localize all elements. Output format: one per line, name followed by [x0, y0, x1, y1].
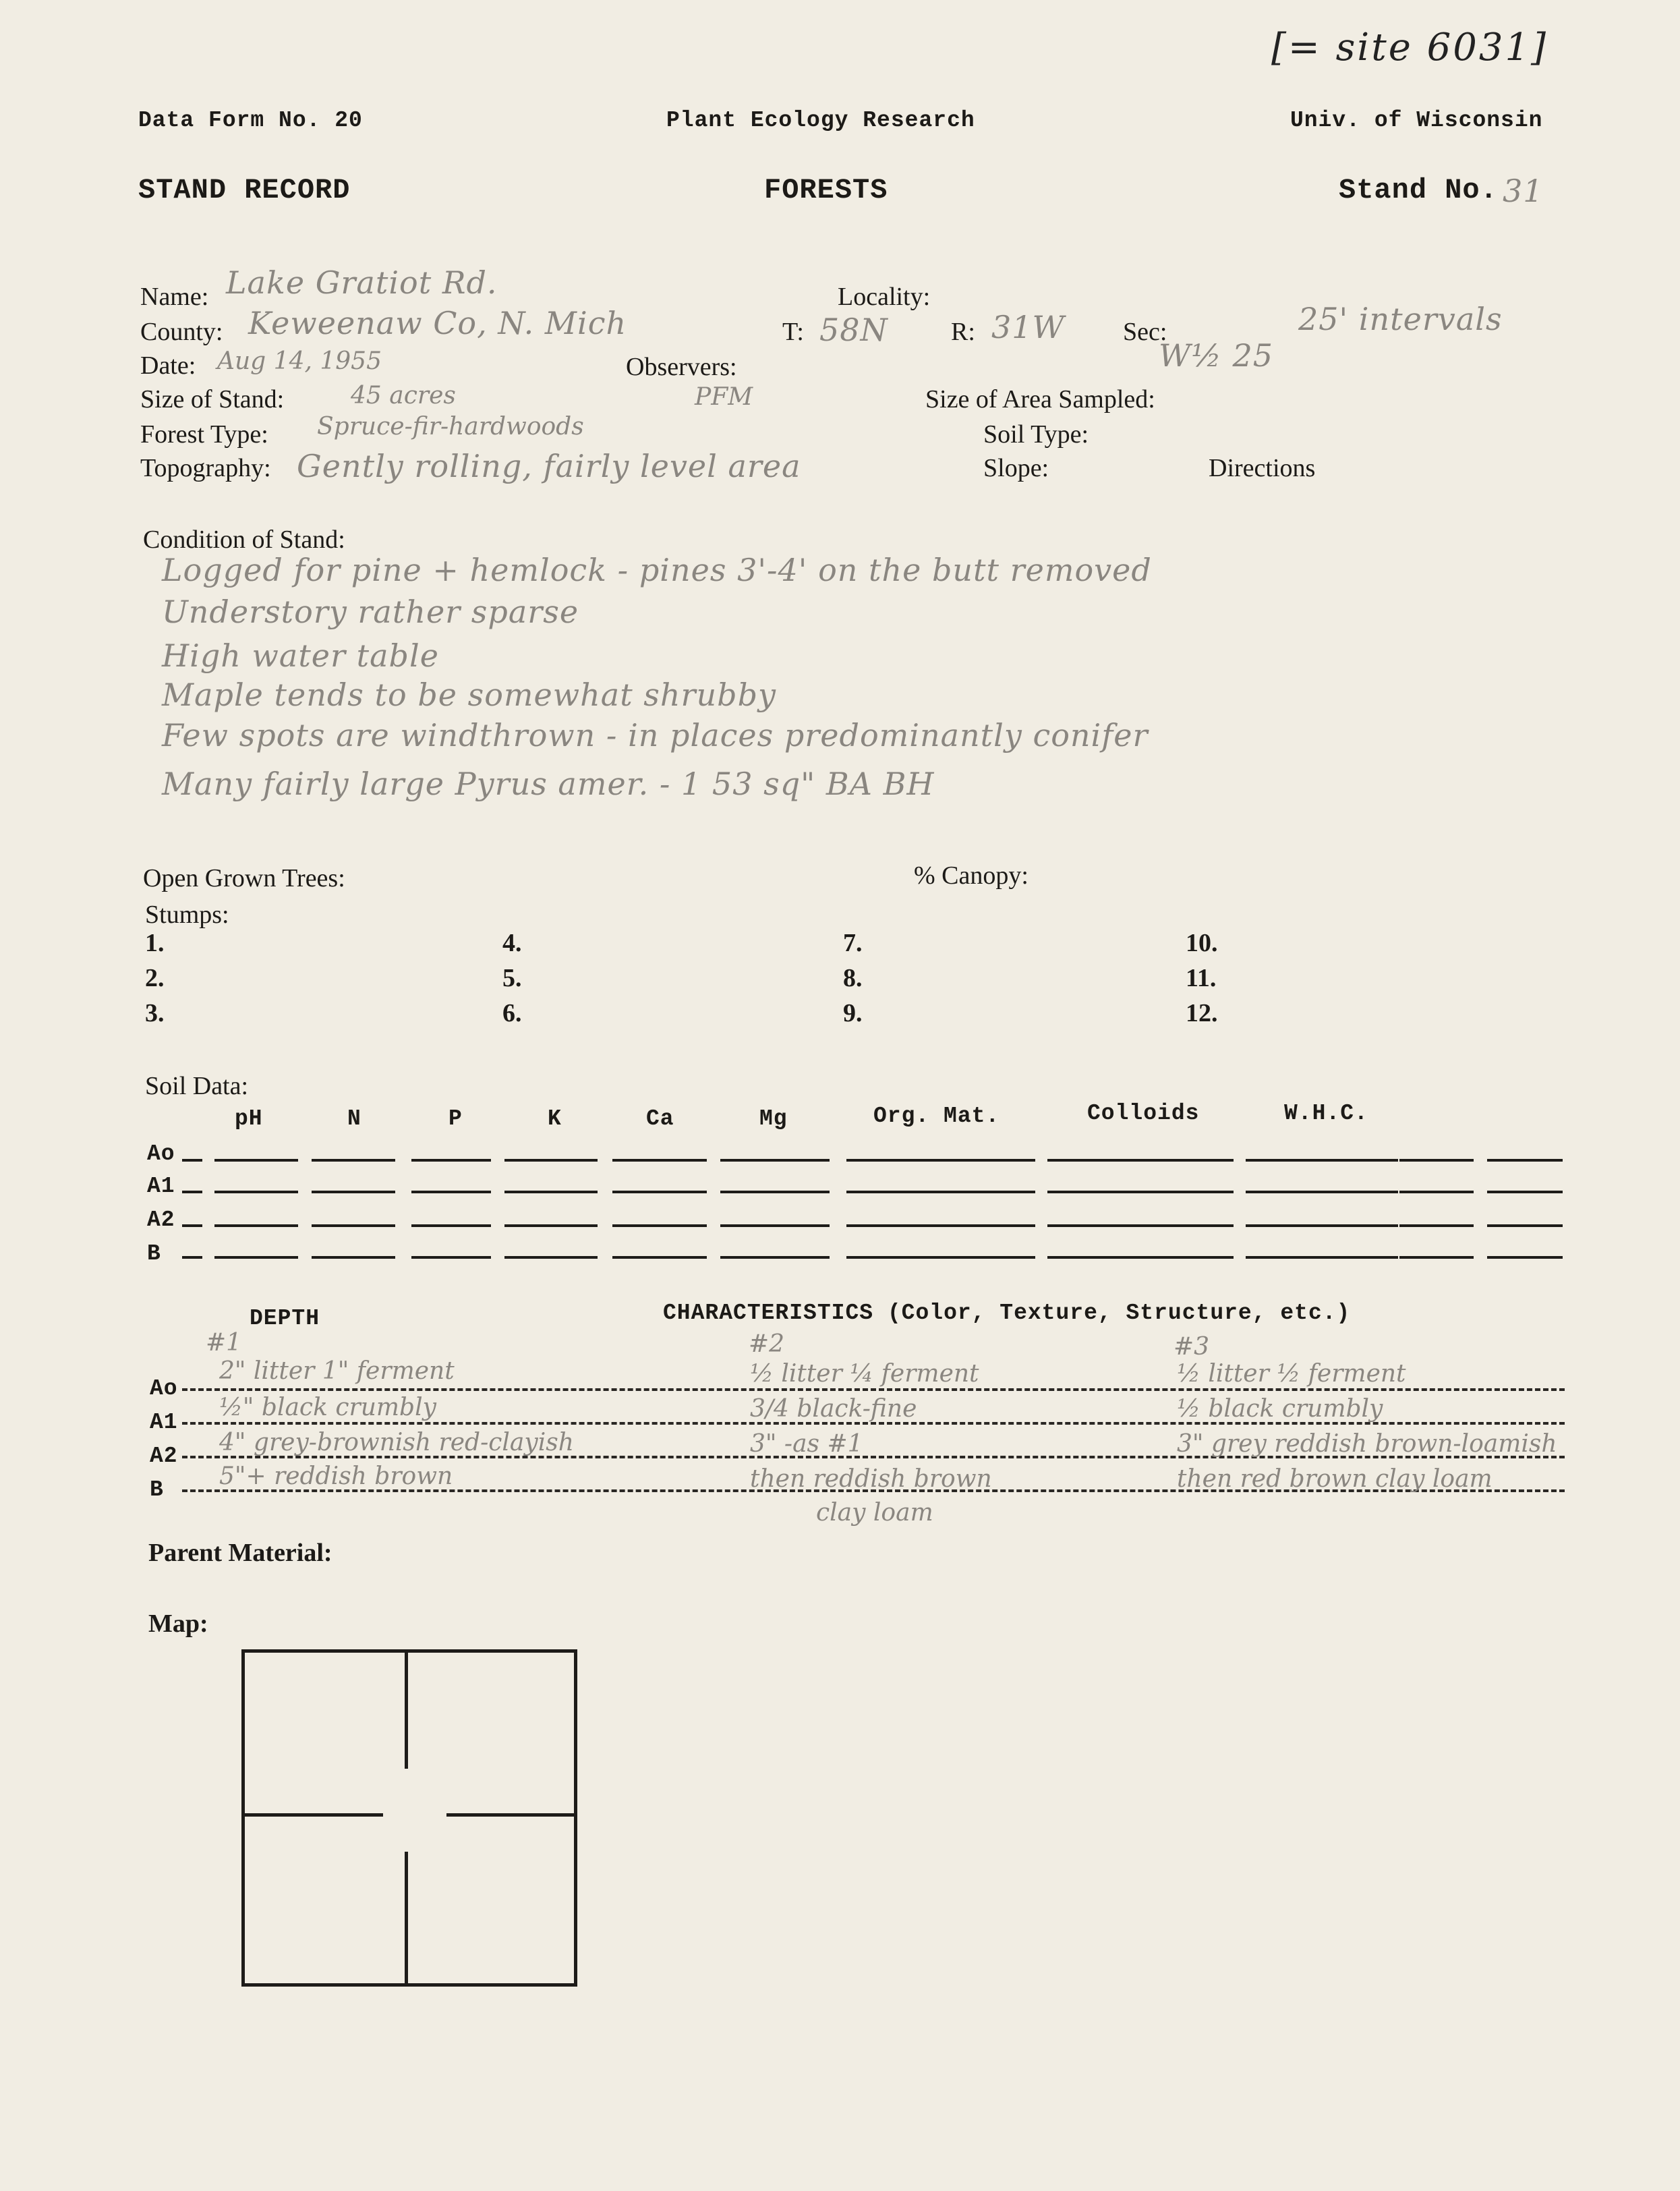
forest-type-value: Spruce-fir-hardwoods	[317, 413, 584, 440]
stump-number: 12.	[1186, 999, 1218, 1027]
map-label: Map:	[148, 1610, 208, 1638]
condition-line: Many fairly large Pyrus amer. - 1 53 sq" BA BH	[162, 766, 935, 802]
soil-row-label: A1	[147, 1174, 175, 1199]
forest-type-label: Forest Type:	[140, 420, 268, 449]
soil-col-ph: pH	[235, 1106, 263, 1131]
soil-row-label: Ao	[147, 1141, 175, 1166]
soil-data-label: Soil Data:	[145, 1072, 249, 1100]
stump-number: 7.	[843, 929, 863, 957]
range-value: 31W	[991, 309, 1065, 345]
map-divider	[245, 1813, 383, 1817]
stump-number: 3.	[145, 999, 165, 1027]
pit1-entry: ½" black crumbly	[219, 1394, 436, 1421]
stump-number: 5.	[502, 964, 522, 992]
range-label: R:	[951, 318, 975, 346]
profile-line	[182, 1388, 1565, 1391]
depth-label: DEPTH	[250, 1306, 320, 1331]
soil-col-mg: Mg	[759, 1106, 788, 1131]
plot-map	[241, 1649, 577, 1987]
stump-number: 1.	[145, 929, 165, 957]
date-label: Date:	[140, 351, 196, 380]
county-value: Keweenaw Co, N. Mich	[248, 305, 627, 341]
name-label: Name:	[140, 283, 209, 311]
soil-row-label: B	[147, 1241, 161, 1266]
map-divider	[405, 1852, 408, 1983]
observers-value: PFM	[695, 383, 753, 411]
stump-number: 4.	[502, 929, 522, 957]
soil-col-org-mat: Org. Mat.	[873, 1104, 1000, 1129]
open-grown-label: Open Grown Trees:	[143, 864, 345, 892]
directions-label: Directions	[1209, 454, 1316, 482]
horizon-label: A2	[150, 1444, 178, 1469]
form-number: Data Form No. 20	[138, 108, 363, 133]
soil-type-label: Soil Type:	[983, 420, 1089, 449]
section-value: W½ 25	[1159, 337, 1274, 374]
category-title: FORESTS	[764, 174, 888, 206]
township-label: T:	[782, 318, 804, 346]
name-value: Lake Gratiot Rd.	[226, 264, 498, 301]
pit3-entry: ½ black crumbly	[1177, 1395, 1383, 1423]
pit2-entry: 3/4 black-fine	[750, 1395, 917, 1423]
map-divider	[405, 1653, 408, 1769]
horizon-label: B	[150, 1477, 164, 1502]
pit-label: #3	[1174, 1333, 1210, 1361]
condition-line: Maple tends to be somewhat shrubby	[162, 677, 777, 713]
stump-number: 8.	[843, 964, 863, 992]
soil-col-ca: Ca	[646, 1106, 674, 1131]
stand-number-label: Stand No.	[1339, 174, 1498, 206]
soil-col-colloids: Colloids	[1087, 1101, 1200, 1126]
archive-site-note: [= site 6031]	[1271, 26, 1548, 69]
pit3-entry: then red brown clay loam	[1177, 1465, 1493, 1493]
condition-label: Condition of Stand:	[143, 525, 345, 554]
soil-col-whc: W.H.C.	[1284, 1101, 1368, 1126]
stump-number: 6.	[502, 999, 522, 1027]
characteristics-label: CHARACTERISTICS (Color, Texture, Structure, etc.)	[663, 1301, 1351, 1326]
university: Univ. of Wisconsin	[1290, 108, 1543, 133]
pit1-entry: 5"+ reddish brown	[219, 1462, 453, 1490]
section-label: Sec:	[1123, 318, 1167, 346]
pit1-entry: 2" litter 1" ferment	[219, 1357, 455, 1385]
soil-col-p: P	[448, 1106, 463, 1131]
pit2-entry: 3" -as #1	[750, 1430, 863, 1458]
parent-material-label: Parent Material:	[148, 1539, 332, 1567]
organization: Plant Ecology Research	[666, 108, 975, 133]
observers-label: Observers:	[626, 353, 737, 381]
record-title: STAND RECORD	[138, 174, 351, 206]
locality-label: Locality:	[838, 283, 931, 311]
stump-number: 10.	[1186, 929, 1218, 957]
size-of-stand-label: Size of Stand:	[140, 385, 285, 414]
soil-row-label: A2	[147, 1207, 175, 1232]
map-divider	[446, 1813, 575, 1817]
canopy-label: % Canopy:	[914, 861, 1029, 890]
interval-note: 25' intervals	[1298, 301, 1503, 337]
pit-label: #2	[749, 1330, 785, 1358]
slope-label: Slope:	[983, 454, 1049, 482]
pit1-entry: 4" grey-brownish red-clayish	[219, 1429, 574, 1456]
date-value: Aug 14, 1955	[217, 347, 382, 375]
stump-number: 9.	[843, 999, 863, 1027]
soil-col-k: K	[548, 1106, 562, 1131]
condition-line: Understory rather sparse	[162, 594, 579, 630]
condition-line: Few spots are windthrown - in places predominantly conifer	[162, 717, 1149, 753]
county-label: County:	[140, 318, 223, 346]
pit-label: #1	[206, 1329, 242, 1357]
horizon-label: Ao	[150, 1376, 178, 1401]
soil-col-n: N	[347, 1106, 361, 1131]
pit2-entry: then reddish brown	[750, 1465, 992, 1493]
pit2-entry: clay loam	[816, 1499, 933, 1527]
pit2-entry: ½ litter ¼ ferment	[750, 1360, 979, 1388]
area-sampled-label: Size of Area Sampled:	[925, 385, 1155, 414]
size-of-stand-value: 45 acres	[351, 382, 456, 409]
pit3-entry: 3" grey reddish brown-loamish	[1177, 1430, 1557, 1458]
topography-label: Topography:	[140, 454, 271, 482]
condition-line: Logged for pine + hemlock - pines 3'-4' on the butt removed	[162, 552, 1152, 588]
township-value: 58N	[819, 312, 888, 348]
horizon-label: A1	[150, 1410, 178, 1435]
topography-value: Gently rolling, fairly level area	[297, 448, 801, 484]
stump-number: 11.	[1186, 964, 1217, 992]
stump-number: 2.	[145, 964, 165, 992]
pit3-entry: ½ litter ½ ferment	[1177, 1360, 1406, 1388]
stumps-label: Stumps:	[145, 901, 229, 929]
stand-number-value: 31	[1503, 173, 1544, 209]
condition-line: High water table	[162, 637, 439, 674]
